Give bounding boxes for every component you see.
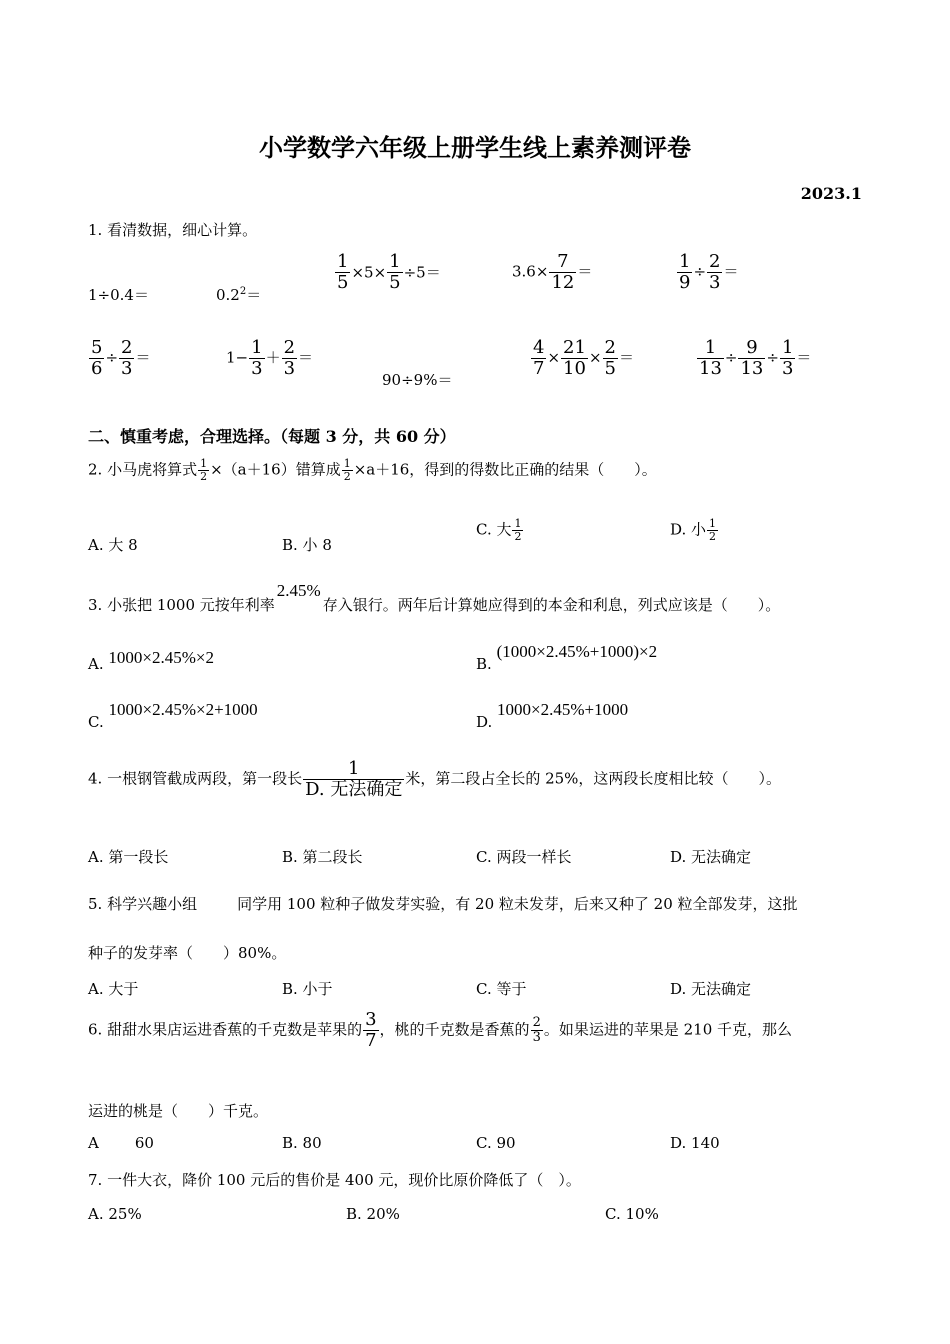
q3-option-c[interactable]: C. 1000×2.45%×2+1000 [88,700,258,731]
q7-option-c[interactable]: C. 10% [605,1205,659,1223]
q4-option-c[interactable]: C. 两段一样长 [476,848,572,866]
q3-option-b[interactable]: B. (1000×2.45%+1000)×2 [476,642,658,673]
q2-option-d[interactable]: D. 小 $\frac{1}{2}$ [670,517,717,544]
page-title: 小学数学六年级上册学生线上素养测评卷 [259,133,691,162]
q7-stem: 7. 一件大衣，降价 100 元后的售价是 400 元，现价比原价降低了（ ）。 [88,1171,581,1189]
q1-stem: 1. 看清数据，细心计算。 [88,221,258,239]
q2-stem: 2. 小马虎将算式 $\frac{1}{2}$ ×（a＋16）错算成 $\frac{1}{2}$ ×a＋16，得到的得数比正确的结果（ ）。 [88,457,657,484]
q1-expr-8: 90÷9%＝ [382,371,453,389]
q1-expr-3: $\frac{1}{5}$ ×5× $\frac{1}{5}$ ÷5＝ [337,251,441,293]
q5-option-c[interactable]: C. 等于 [476,980,527,998]
q6-stem-line-1: 6. 甜甜水果店运进香蕉的千克数是苹果的 $\frac{3}{7}$ ，桃的千克数是香蕉的 $\frac{2}{3}$ 。如果运进的苹果是 210 千克，那么 [88,1009,793,1051]
q4-option-b[interactable]: B. 第二段长 [282,848,363,866]
q5-option-b[interactable]: B. 小于 [282,980,333,998]
q1-expr-10: $\frac{1}{13}$ ÷ $\frac{9}{13}$ ÷ $\frac{1}{3}$ ＝ [699,337,812,379]
q3-option-a[interactable]: A. 1000×2.45%×2 [88,648,214,673]
q2-option-a[interactable]: A. 大 8 [88,536,138,554]
q2-option-b[interactable]: B. 小 8 [282,536,332,554]
q6-option-a[interactable]: A 60 [88,1134,154,1152]
q1-expr-1: 1÷0.4＝ [88,286,149,304]
q5-stem-line-2: 种子的发芽率（ ）80%。 [88,944,287,962]
q3-option-d[interactable]: D. 1000×2.45%+1000 [476,700,629,731]
q5-stem-line-1: 5. 科学兴趣小组 同学用 100 粒种子做发芽实验，有 20 粒未发芽，后来又种了 20 粒全部发芽，这批 [88,895,798,913]
q6-option-b[interactable]: B. 80 [282,1134,322,1152]
q6-option-d[interactable]: D. 140 [670,1134,720,1152]
q1-expr-4: 3.6× $\frac{7}{12}$ ＝ [512,251,593,293]
q6-stem-line-2: 运进的桃是（ ）千克。 [88,1102,269,1120]
q2-option-c[interactable]: C. 大 $\frac{1}{2}$ [476,517,522,544]
q1-expr-7: 1− $\frac{1}{3}$ ＋ $\frac{2}{3}$ ＝ [226,337,314,379]
q6-option-c[interactable]: C. 90 [476,1134,516,1152]
q4-option-d[interactable]: D. 无法确定 [670,848,752,866]
q3-stem: 3. 小张把 1000 元按年利率2.45%存入银行。两年后计算她应得到的本金和利息，列式应该是（ ）。 [88,581,781,614]
q1-expr-6: $\frac{5}{6}$ ÷ $\frac{2}{3}$ ＝ [91,337,151,379]
q7-option-a[interactable]: A. 25% [88,1205,142,1223]
q4-stem: 4. 一根钢管截成两段，第一段长 $\frac{1}{\text{D. 无法确定}}$ 米，第二段占全长的 25%，这两段长度相比较（ ）。 [88,758,781,800]
q1-expr-5: $\frac{1}{9}$ ÷ $\frac{2}{3}$ ＝ [679,251,739,293]
section-2-heading: 二、慎重考虑，合理选择。（每题 3 分，共 60 分） [88,427,456,446]
exam-date: 2023.1 [800,184,862,203]
q5-option-a[interactable]: A. 大于 [88,980,139,998]
q5-option-d[interactable]: D. 无法确定 [670,980,752,998]
q1-expr-9: $\frac{4}{7}$ × $\frac{21}{10}$ × $\frac{2}{5}$ ＝ [533,337,634,379]
q4-option-a[interactable]: A. 第一段长 [88,848,169,866]
q1-expr-2: $0.2^2=$ [216,286,262,304]
q7-option-b[interactable]: B. 20% [346,1205,400,1223]
